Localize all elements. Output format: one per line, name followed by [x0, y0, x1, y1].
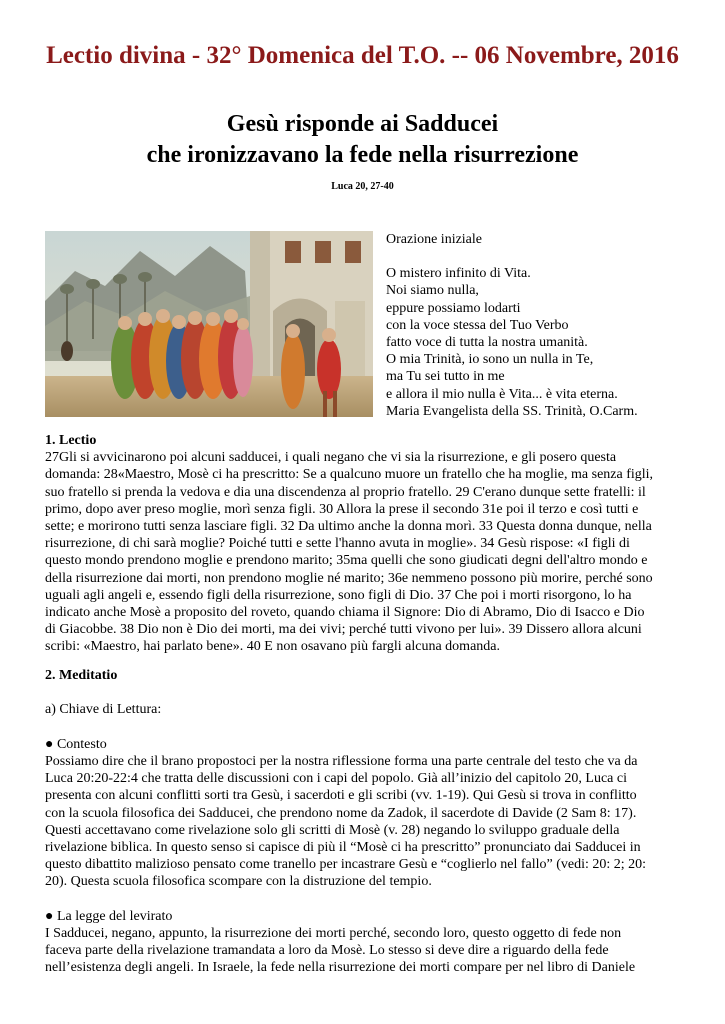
lectio-line: primo, dopo aver preso moglie, morì senza figli. 30 Allora la prese il secondo 31e poi il terzo e così tutti e	[45, 501, 639, 517]
lectio-line: suo fratello si prenda la vedova e dia una discendenza al proprio fratello. 29 C'erano dunque sette fratelli: il	[45, 484, 646, 500]
section-heading-lectio: 1. Lectio	[45, 433, 97, 448]
document-title: Lectio divina - 32° Domenica del T.O. -- 06 Novembre, 2016	[46, 42, 679, 69]
lectio-section	[45, 432, 685, 656]
reading-key-label: a) Chiave di Lettura:	[45, 702, 162, 718]
lectio-line: scribi: «Maestro, hai parlato bene». 40 E non osavano più fargli alcuna domanda.	[45, 639, 500, 655]
subtitle-line-2: che ironizzavano la fede nella risurrezione	[146, 142, 579, 168]
lectio-line: uguali agli angeli e, essendo figli della risurrezione, sono figli di Dio. 37 Che poi i morti risorgono, lo ha	[45, 587, 632, 603]
contesto-line: presenta con alcuni conflitti sorti tra Gesù, i sacerdoti e gli scribi (vv. 1-19). Qui Gesù si trova in conflitto	[45, 788, 637, 804]
levirato-line: nell’esistenza degli angeli. In Israele, la fede nella risurrezione dei morti compare per nel libro di Daniele	[45, 960, 636, 976]
contesto-line: Questi accettavano come rivelazione solo gli scritti di Mosè (v. 28) negando lo sviluppo graduale della	[45, 822, 620, 838]
spacer	[45, 719, 685, 736]
opening-prayer	[386, 231, 686, 420]
prayer-heading: Orazione iniziale	[386, 232, 483, 247]
section-heading-meditatio: 2. Meditatio	[45, 668, 118, 683]
contesto-line: con la scuola filosofica dei Sadducei, che prendono nome da Zadok, il sacerdote di Davide (2 Sam 8: 17).	[45, 805, 637, 821]
subheading-contesto: ● Contesto	[45, 736, 107, 752]
spacer	[45, 684, 685, 701]
levirato-line: I Sadducei, negano, appunto, la risurrezione dei morti perché, secondo loro, questo oggetto di fede non	[45, 926, 622, 941]
meditatio-section	[45, 667, 685, 977]
contesto-line: Possiamo dire che il brano propostoci per la nostra riflessione forma una parte centrale del testo che va da	[45, 753, 638, 769]
prayer-line: fatto voce di tutta la nostra umanità.	[386, 335, 588, 351]
contesto-line: rivelazione biblica. In questo senso si capisce di più il “Mosè ci ha prescritto” pronunciato dai Sadducei in	[45, 840, 641, 855]
lectio-line: della risurrezione dai morti, non prendono moglie né marito; 36e nemmeno possono più morire, perché sono	[45, 570, 653, 586]
lectio-line: risurrezione, di chi sarà moglie? Poiché tutti e sette l'hanno avuta in moglie». 34 Gesù rispose: «I figli di	[45, 536, 630, 552]
contesto-line: 20). Questa scuola filosofica scompare con la distruzione del tempio.	[45, 874, 432, 890]
prayer-line: ma Tu sei tutto in me	[386, 369, 505, 385]
prayer-spacer	[386, 248, 686, 265]
lectio-line: domanda: 28«Maestro, Mosè ci ha prescritto: Se a qualcuno muore un fratello che ha moglie, ma senza figli,	[45, 467, 654, 483]
subtitle-line-1: Gesù risponde ai Sadducei	[226, 111, 499, 137]
contesto-line: questo dibattito malizioso pensato come tranello per incastrare Gesù e “coglierlo nel fallo” (vedi: 20: 2; 20:	[45, 857, 647, 873]
prayer-line: O mia Trinità, io sono un nulla in Te,	[386, 352, 594, 368]
subheading-levirato: ● La legge del levirato	[45, 908, 173, 924]
prayer-line: eppure possiamo lodarti	[386, 300, 521, 316]
lectio-line: di Giacobbe. 38 Dio non è Dio dei morti, ma dei vivi; perché tutti vivono per lui». 39 Dissero allora alcuni	[45, 622, 642, 638]
contesto-line: Luca 20:20-22:4 che tratta delle discussioni con i capi del popolo. Già all’inizio del capitolo 20, Luca ci	[45, 771, 627, 787]
scripture-reference: Luca 20, 27-40	[331, 181, 394, 192]
levirato-line: faceva parte della rivelazione tramandata a loro da Mosè. Lo stesso si deve dire a riguardo della fede	[45, 943, 609, 959]
lectio-line: 27Gli si avvicinarono poi alcuni sadducei, i quali negano che vi sia la risurrezione, e gli posero questa	[45, 450, 617, 466]
prayer-line: con la voce stessa del Tuo Verbo	[386, 317, 569, 333]
fresco-painting-image	[45, 231, 373, 417]
spacer	[45, 891, 685, 908]
prayer-line: O mistero infinito di Vita.	[386, 266, 531, 282]
lectio-line: indicato anche Mosè a proposito del roveto, quando chiama il Signore: Dio di Abramo, Dio di Isacco e Dio	[45, 605, 645, 621]
lectio-line: sette; e morirono tutti senza lasciare figli. 32 Da ultimo anche la donna morì. 33 Questa donna dunque, nella	[45, 519, 652, 535]
prayer-author: Maria Evangelista della SS. Trinità, O.Carm.	[386, 403, 638, 419]
prayer-line: Noi siamo nulla,	[386, 283, 479, 299]
lectio-line: questo mondo prendono moglie e prendono marito; 35ma quelli che sono giudicati degni dell'altro mondo e	[45, 553, 648, 569]
prayer-line: e allora il mio nulla è Vita... è vita eterna.	[386, 386, 618, 402]
